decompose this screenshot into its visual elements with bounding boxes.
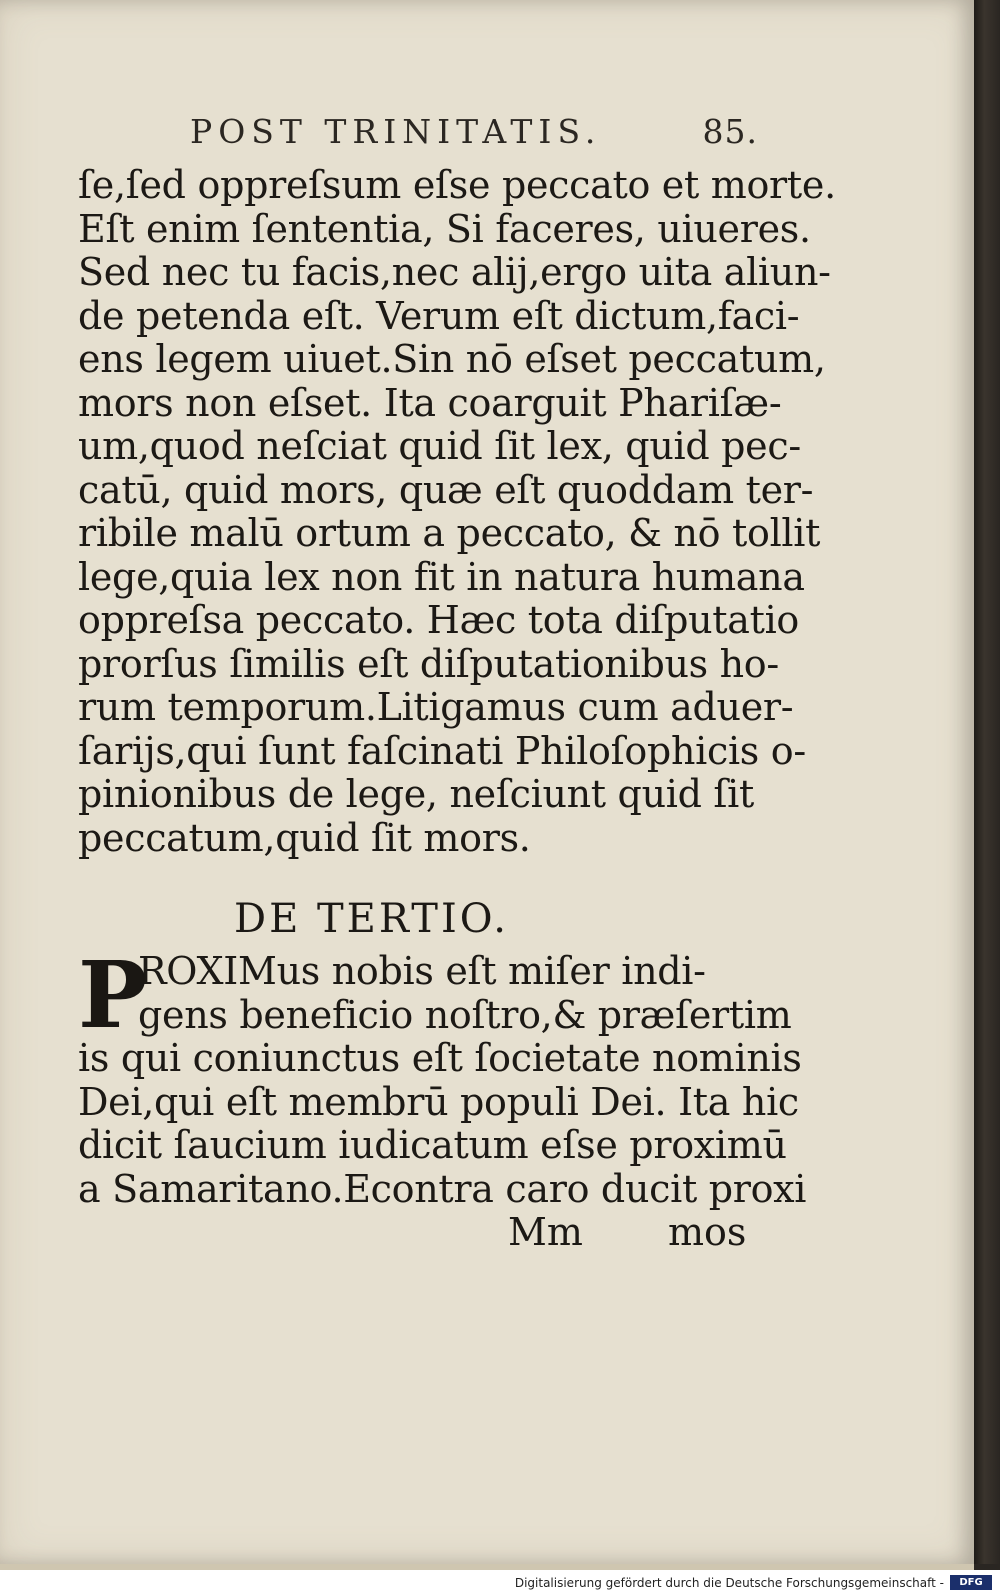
text-block	[78, 112, 836, 1259]
text-line: catū, quid mors, quæ eſt quoddam ter-	[78, 467, 814, 512]
text-line: Sed nec tu facis,nec alij,ergo uita aliun-	[78, 250, 831, 294]
text-line: um,quod neſciat quid ſit lex, quid pec-	[78, 424, 801, 468]
catchline	[78, 1211, 768, 1259]
text-line: rum temporum.Litigamus cum aduer-	[78, 685, 794, 729]
text-line: ens legem uiuet.Sin nō eſset peccatum,	[78, 337, 826, 381]
text-line: oppreſsa peccato. Hæc tota diſputatio	[78, 598, 799, 642]
text-line: Dei,qui eſt membrū populi Dei. Ita hic	[78, 1079, 799, 1124]
text-line: a Samaritano.Econtra caro ducit proxi	[78, 1166, 807, 1211]
text-line: gens beneficio noſtro,& præſertim	[138, 992, 792, 1037]
section-heading: DE TERTIO.	[234, 896, 509, 942]
text-line: de petenda eſt. Verum eſt dictum,faci-	[78, 293, 800, 338]
text-line: ROXIMus nobis eſt miſer indi-	[138, 949, 706, 993]
running-head	[78, 112, 768, 164]
text-line: ſarijs,qui ſunt faſcinati Philoſophicis o-	[78, 728, 806, 773]
text-line: mors non eſset. Ita coarguit Phariſæ-	[78, 380, 782, 425]
digitization-footer	[0, 1570, 1000, 1596]
text-line: peccatum,quid ſit mors.	[78, 815, 531, 860]
text-line: ribile malū ortum a peccato, & nō tollit	[78, 511, 821, 555]
page-number: 85.	[702, 112, 758, 151]
running-title: POST TRINITATIS.	[190, 112, 602, 151]
signature-mark: Mm	[508, 1210, 583, 1254]
text-line: prorſus ſimilis eſt diſputationibus ho-	[78, 641, 779, 686]
paragraph-1	[78, 163, 836, 860]
page-edge-shadow	[974, 0, 1000, 1564]
text-line: pinionibus de lege, neſciunt quid ſit	[78, 772, 754, 816]
text-line: lege,quia lex non fit in natura humana	[78, 554, 805, 599]
text-line: ſe,ſed oppreſsum eſse peccato et morte.	[78, 163, 836, 207]
text-line: dicit ſaucium iudicatum eſse proximū	[78, 1123, 787, 1167]
text-line: is qui coniunctus eſt ſocietate nominis	[78, 1036, 802, 1080]
drop-cap: P	[78, 941, 148, 1049]
dfg-logo: DFG	[950, 1575, 992, 1590]
text-line: Eſt enim ſententia, Si faceres, uiueres.	[78, 206, 811, 251]
paragraph-2	[78, 941, 807, 1211]
funding-credit: Digitalisierung gefördert durch die Deutsche Forschungsgemeinschaft -	[514, 1576, 944, 1590]
catchword: mos	[668, 1210, 747, 1254]
